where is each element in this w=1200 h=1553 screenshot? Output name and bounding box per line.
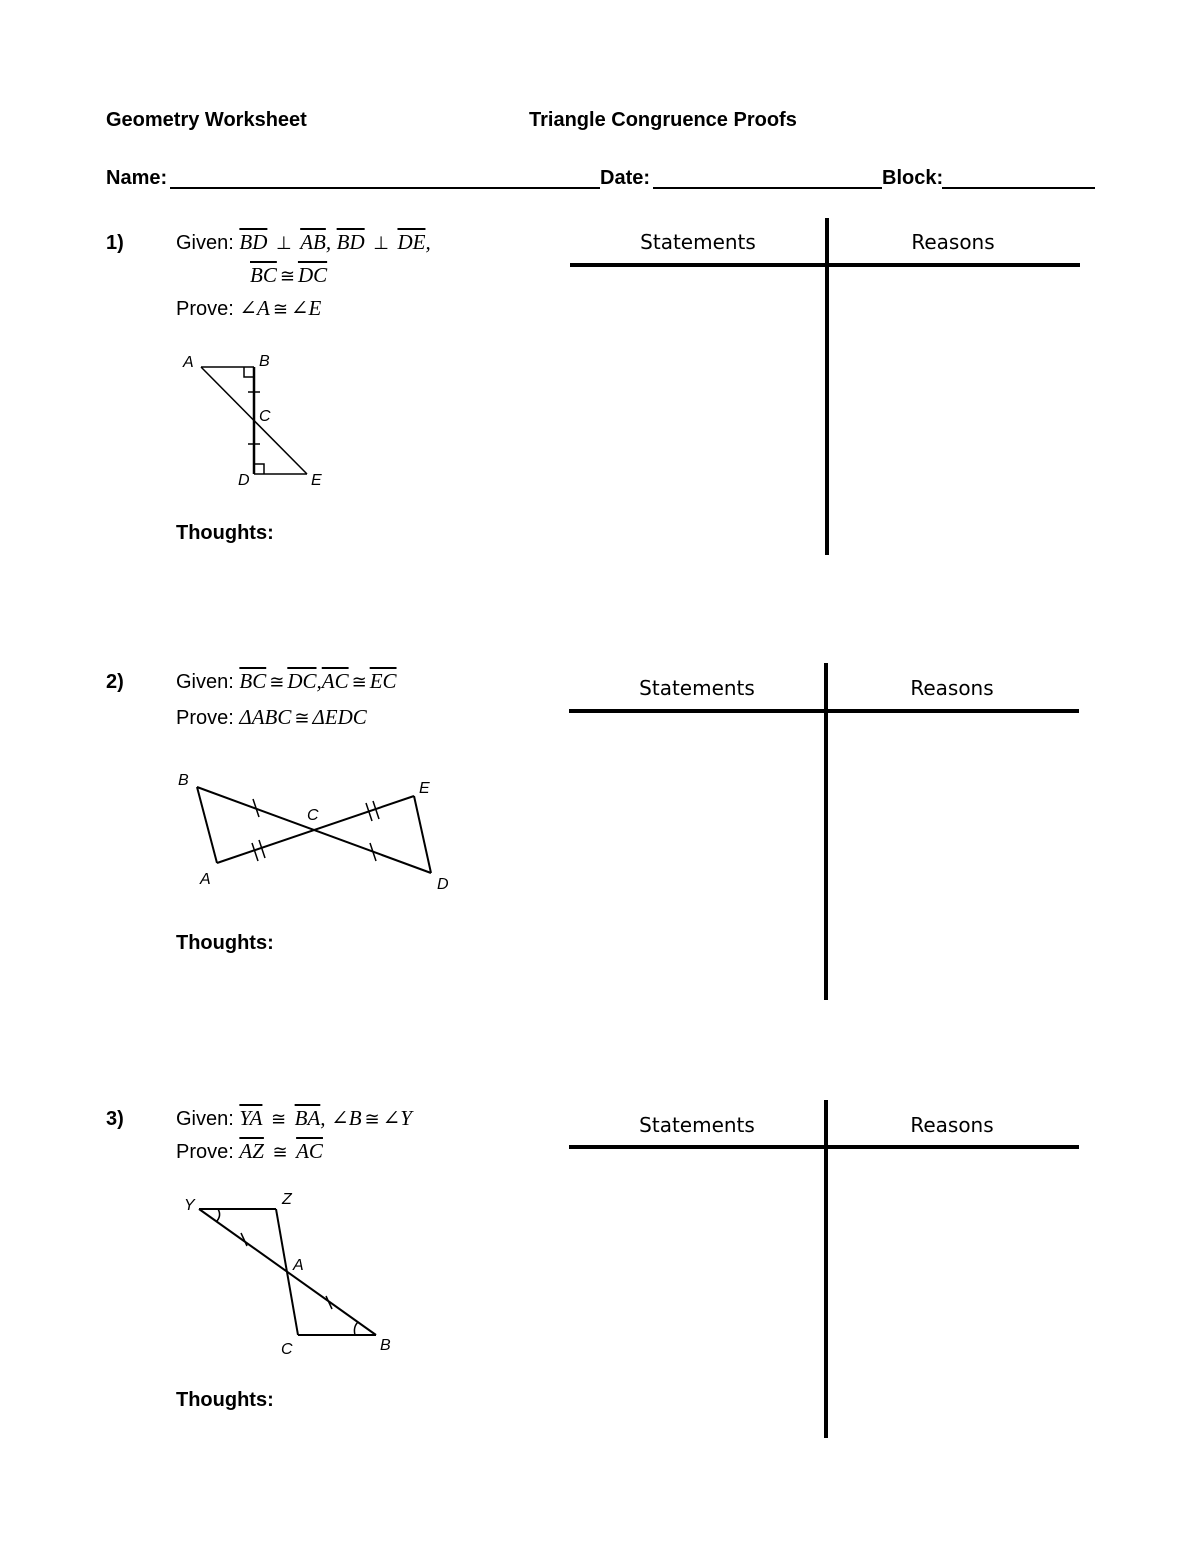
angle-arc [354,1322,358,1335]
segment: $\overline{YA}$ [239,1106,263,1130]
given-statement [176,1106,412,1131]
date-label: Date: [600,167,651,189]
congruent-symbol: ≅ [270,1109,287,1130]
congruent-symbol: ≅ [272,299,288,320]
perpendicular-symbol: ⊥ [373,233,389,254]
vertex-label: Z [282,1191,292,1208]
thoughts-label: Thoughts: [176,932,274,954]
thoughts-label: Thoughts: [176,522,274,544]
statements-area[interactable] [569,716,824,998]
reasons-header: Reasons [910,676,994,700]
triangle: ΔABC [239,705,292,729]
segment: $\overline{DC}$ [287,669,317,693]
triangle: ΔEDC [312,705,367,729]
prove-label: Prove: [176,298,234,320]
vertex-label: B [380,1337,391,1354]
right-angle-mark [254,464,264,474]
problem-number: 1) [106,232,124,254]
vertex-label: E [311,472,322,489]
congruent-symbol: ≅ [294,708,310,729]
congruent-symbol: ≅ [269,672,285,693]
vertex-label: C [281,1341,293,1358]
angle: ∠A [239,296,270,320]
worksheet-title: Geometry Worksheet [106,109,307,131]
statements-header: Statements [639,1113,755,1137]
prove-label: Prove: [176,1141,234,1163]
segment: $\overline{AC}$ [321,669,349,693]
congruent-symbol: ≅ [351,672,367,693]
vertex-label: C [307,807,319,824]
perpendicular-symbol: ⊥ [275,233,292,254]
tick-mark [252,843,258,861]
right-angle-mark [244,367,254,377]
reasons-area[interactable] [830,270,1080,552]
name-field[interactable] [170,187,600,189]
reasons-header: Reasons [910,1113,994,1137]
vertex-label: D [238,472,250,489]
segment: $\overline{EC}$ [369,669,397,693]
segment-yb [199,1209,376,1335]
problem-number: 2) [106,671,124,693]
segment: $\overline{BD}$ [336,230,365,254]
comma: , [325,230,332,254]
prove-statement [176,296,321,321]
date-field[interactable] [653,187,882,189]
given-statement-cont [250,263,327,288]
statements-header: Statements [639,676,755,700]
given-label: Given: [176,1108,234,1130]
prove-statement [176,1139,323,1164]
segment: $\overline{BC}$ [239,669,267,693]
reasons-area[interactable] [829,716,1079,998]
comma: , [316,669,322,693]
tchart-3 [0,0,1,1]
reasons-area[interactable] [829,1152,1079,1435]
given-statement [176,669,397,694]
given-statement [176,230,431,255]
block-field[interactable] [942,187,1095,189]
segment: $\overline{BD}$ [239,230,268,254]
segment-ab [197,787,217,863]
segment: $\overline{BC}$ [250,263,277,287]
vertex-label: B [178,772,189,789]
statements-area[interactable] [570,270,825,552]
vertex-label: A [200,871,211,888]
vertex-label: Y [184,1197,195,1214]
comma: , [425,230,431,254]
vertex-label: A [183,354,194,371]
prove-label: Prove: [176,707,234,729]
vertex-label: E [419,780,430,797]
segment: $\overline{BA}$ [294,1106,321,1130]
segment: $\overline{DE}$ [397,230,426,254]
angle: ∠B [331,1106,362,1130]
prove-statement [176,705,367,730]
segment: $\overline{AZ}$ [239,1139,264,1163]
segment: $\overline{AC}$ [296,1139,323,1163]
given-label: Given: [176,232,234,254]
vertex-label: C [259,408,271,425]
comma: , [320,1106,326,1130]
congruent-symbol: ≅ [364,1109,380,1130]
statements-area[interactable] [569,1152,824,1435]
segment: $\overline{DC}$ [297,263,328,287]
vertex-label: D [437,876,449,893]
worksheet-subtitle: Triangle Congruence Proofs [529,109,797,131]
angle: ∠E [290,296,322,320]
vertex-label: A [293,1257,304,1274]
segment: $\overline{AB}$ [300,230,326,254]
congruent-symbol: ≅ [279,266,295,287]
name-label: Name: [106,167,168,189]
thoughts-label: Thoughts: [176,1389,274,1411]
statements-header: Statements [640,230,756,254]
reasons-header: Reasons [911,230,995,254]
segment-ed [414,796,431,873]
angle-arc [216,1209,220,1222]
angle: ∠Y [382,1106,412,1130]
vertex-label: B [259,353,270,370]
given-label: Given: [176,671,234,693]
block-label: Block: [882,167,944,189]
problem-number: 3) [106,1108,124,1130]
congruent-symbol: ≅ [272,1142,288,1163]
